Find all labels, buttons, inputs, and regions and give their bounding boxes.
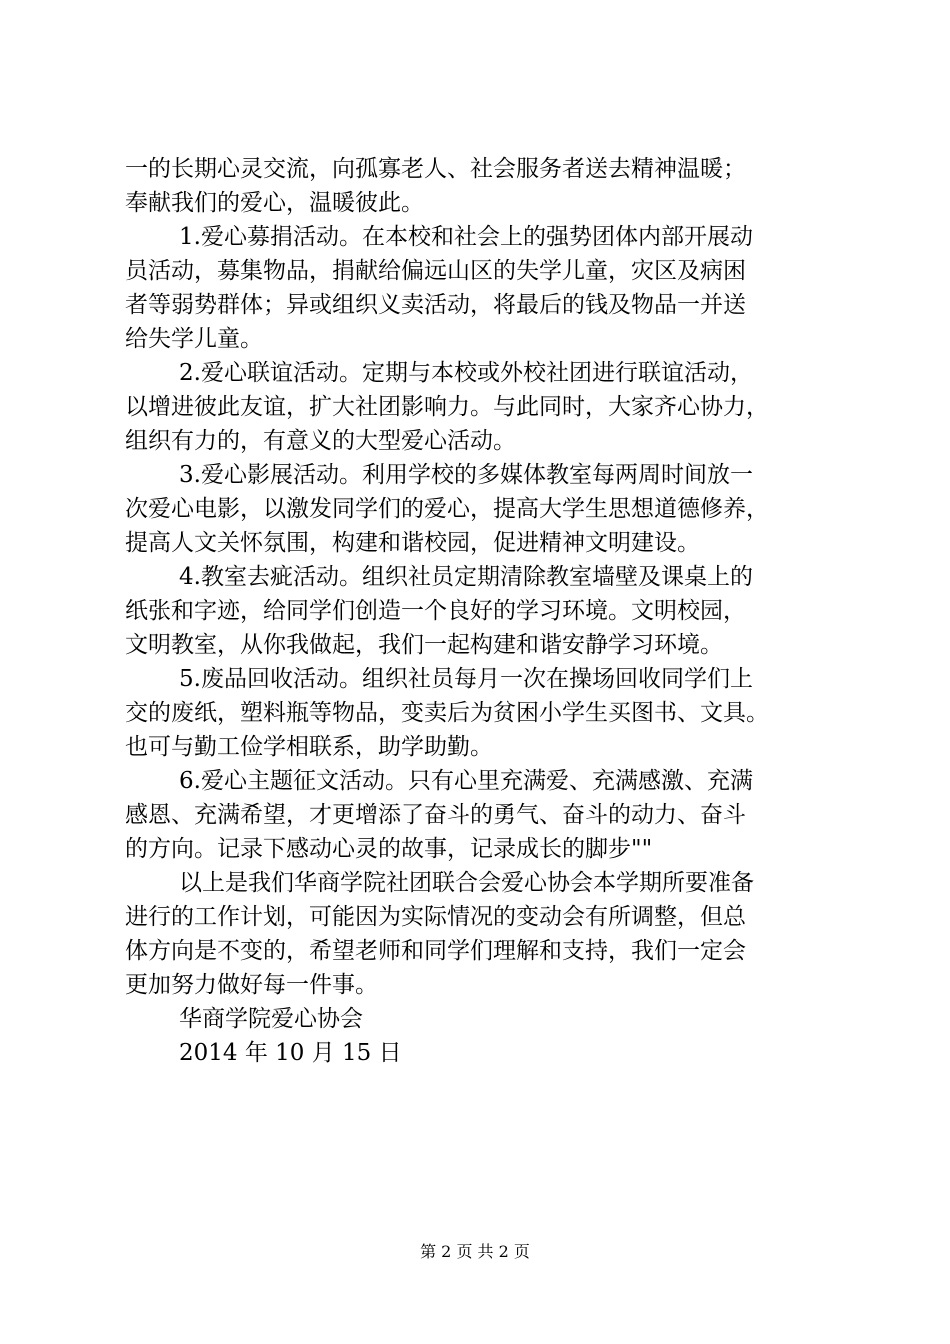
paragraph-line: 者等弱势群体；异或组织义卖活动，将最后的钱及物品一并送 xyxy=(125,292,746,318)
paragraph-first-line: 6.爱心主题征文活动。只有心里充满爱、充满感激、充满 xyxy=(179,768,753,794)
paragraph-line: 体方向是不变的，希望老师和同学们理解和支持，我们一定会 xyxy=(125,938,746,964)
paragraph-line: 纸张和字迹，给同学们创造一个良好的学习环境。文明校园， xyxy=(125,598,746,624)
paragraph-first-line: 2014 年 10 月 15 日 xyxy=(179,1040,402,1066)
paragraph-line: 员活动，募集物品，捐献给偏远山区的失学儿童，灾区及病困 xyxy=(125,258,746,284)
paragraph-first-line: 3.爱心影展活动。利用学校的多媒体教室每两周时间放一 xyxy=(179,462,753,488)
paragraph-first-line: 1.爱心募捐活动。在本校和社会上的强势团体内部开展动 xyxy=(179,224,753,250)
paragraph-line: 提高人文关怀氛围，构建和谐校园，促进精神文明建设。 xyxy=(125,530,700,556)
paragraph-line: 文明教室，从你我做起，我们一起构建和谐安静学习环境。 xyxy=(125,632,723,658)
paragraph-line: 次爱心电影，以激发同学们的爱心，提高大学生思想道德修养， xyxy=(125,496,769,522)
paragraph-first-line: 5.废品回收活动。组织社员每月一次在操场回收同学们上 xyxy=(179,666,753,692)
paragraph-line: 也可与勤工俭学相联系，助学助勤。 xyxy=(125,734,493,760)
paragraph-line: 的方向。记录下感动心灵的故事，记录成长的脚步"" xyxy=(125,836,653,862)
paragraph-line: 交的废纸，塑料瓶等物品，变卖后为贫困小学生买图书、文具。 xyxy=(125,700,769,726)
paragraph-first-line: 4.教室去疵活动。组织社员定期清除教室墙壁及课桌上的 xyxy=(179,564,753,590)
paragraph-line: 更加努力做好每一件事。 xyxy=(125,972,378,998)
page-number-footer: 第 2 页 共 2 页 xyxy=(420,1242,530,1261)
document-body xyxy=(125,152,845,1070)
paragraph-line: 进行的工作计划，可能因为实际情况的变动会有所调整，但总 xyxy=(125,904,746,930)
paragraph-line: 给失学儿童。 xyxy=(125,326,263,352)
paragraph-line: 奉献我们的爱心，温暖彼此。 xyxy=(125,190,424,216)
paragraph-line: 一的长期心灵交流，向孤寡老人、社会服务者送去精神温暖； xyxy=(125,156,746,182)
paragraph-first-line: 以上是我们华商学院社团联合会爱心协会本学期所要准备 xyxy=(179,870,754,896)
paragraph-line: 组织有力的，有意义的大型爱心活动。 xyxy=(125,428,516,454)
paragraph-first-line: 2.爱心联谊活动。定期与本校或外校社团进行联谊活动， xyxy=(179,360,753,386)
paragraph-first-line: 华商学院爱心协会 xyxy=(179,1006,363,1032)
paragraph-line: 感恩、充满希望，才更增添了奋斗的勇气、奋斗的动力、奋斗 xyxy=(125,802,746,828)
paragraph-line: 以增进彼此友谊，扩大社团影响力。与此同时，大家齐心协力， xyxy=(125,394,769,420)
